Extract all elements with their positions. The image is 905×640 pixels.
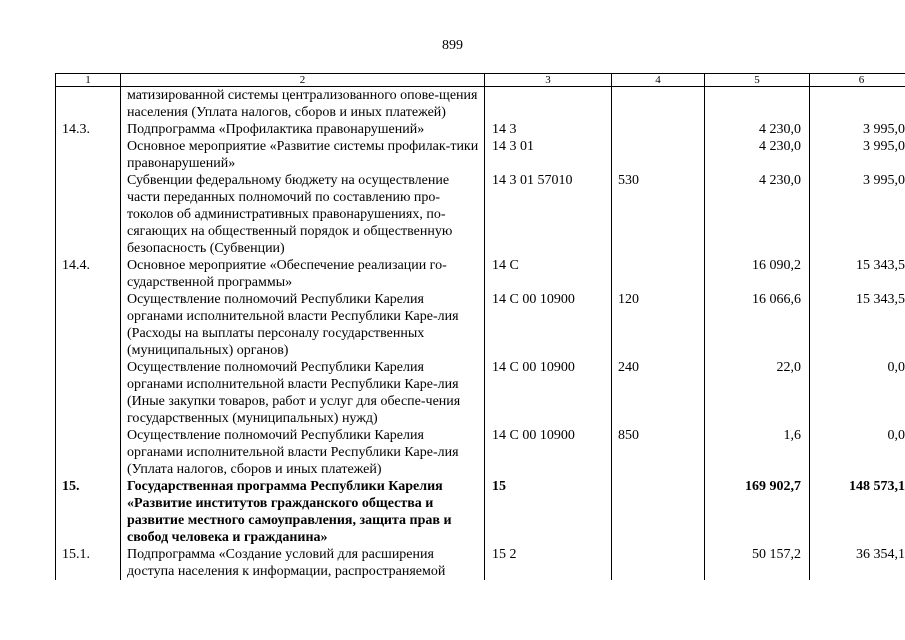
row-name-cell: Основное мероприятие «Обеспечение реализации го-сударственной программы» [121,257,485,291]
row-amount-2024-cell: 4 230,0 [705,121,810,138]
row-amount-2024-cell: 4 230,0 [705,138,810,172]
table-row [56,427,905,478]
row-code-cell: 14 С 00 10900 [485,359,612,427]
row-expense-type-cell: 120 [612,291,705,359]
row-name-cell: Осуществление полномочий Республики Карелия органами исполнительной власти Республики Каре-лия (Уплата налогов, сборов и иных платежей) [121,427,485,478]
table-row [56,257,905,291]
row-code-cell: 15 2 [485,546,612,580]
row-number-cell [56,87,121,122]
table-row [56,359,905,427]
row-name-cell: матизированной системы централизованного опове-щения населения (Уплата налогов, сборов и иных платежей) [121,87,485,122]
column-header-2: 2 [121,74,485,87]
row-number-cell: 14.4. [56,257,121,291]
row-amount-2025-cell: 3 995,0 [810,172,905,257]
page-number: 899 [442,38,463,53]
table-row [56,121,905,138]
table-row [56,87,905,122]
row-number-cell [56,359,121,427]
row-amount-2024-cell: 169 902,7 [705,478,810,546]
row-number-cell: 14.3. [56,121,121,138]
row-expense-type-cell [612,257,705,291]
row-code-cell: 14 3 01 [485,138,612,172]
row-expense-type-cell [612,478,705,546]
row-name-cell: Государственная программа Республики Карелия «Развитие институтов гражданского общества и развитие местного самоуправления, защита прав и свобод человека и гражданина» [121,478,485,546]
row-number-cell: 15. [56,478,121,546]
row-name-cell: Основное мероприятие «Развитие системы профилак-тики правонарушений» [121,138,485,172]
row-amount-2025-cell: 3 995,0 [810,121,905,138]
row-amount-2025-cell [810,87,905,122]
row-number-cell: 15.1. [56,546,121,580]
column-number-header-row [56,74,905,87]
row-number-cell [56,138,121,172]
table-row [56,138,905,172]
row-name-cell: Осуществление полномочий Республики Карелия органами исполнительной власти Республики Каре-лия (Расходы на выплаты персоналу государственных (муниципальных) органов) [121,291,485,359]
row-amount-2024-cell [705,87,810,122]
table-row [56,172,905,257]
row-amount-2025-cell: 0,0 [810,427,905,478]
row-code-cell: 15 [485,478,612,546]
table-row [56,546,905,580]
column-header-1: 1 [56,74,121,87]
row-code-cell: 14 С 00 10900 [485,291,612,359]
row-name-cell: Осуществление полномочий Республики Карелия органами исполнительной власти Республики Каре-лия (Иные закупки товаров, работ и услуг для обеспе-чения государственных (муниципальных) нужд) [121,359,485,427]
row-amount-2025-cell: 15 343,5 [810,291,905,359]
row-name-cell: Подпрограмма «Создание условий для расширения доступа населения к информации, распространяемой [121,546,485,580]
row-expense-type-cell [612,138,705,172]
column-header-3: 3 [485,74,612,87]
row-amount-2024-cell: 1,6 [705,427,810,478]
table-row [56,478,905,546]
row-amount-2024-cell: 50 157,2 [705,546,810,580]
table-body [56,87,905,581]
row-amount-2025-cell: 0,0 [810,359,905,427]
row-code-cell: 14 3 01 57010 [485,172,612,257]
row-expense-type-cell [612,87,705,122]
row-amount-2024-cell: 22,0 [705,359,810,427]
row-amount-2025-cell: 15 343,5 [810,257,905,291]
row-name-cell: Подпрограмма «Профилактика правонарушений» [121,121,485,138]
row-amount-2025-cell: 36 354,1 [810,546,905,580]
row-expense-type-cell: 240 [612,359,705,427]
row-amount-2025-cell: 3 995,0 [810,138,905,172]
row-name-cell: Субвенции федеральному бюджету на осуществление части переданных полномочий по составлению про-токолов об административных правонарушениях, по-сягающих на общественный порядок и общественную безопасность (Субвенции) [121,172,485,257]
row-expense-type-cell [612,121,705,138]
table-row [56,291,905,359]
row-amount-2024-cell: 4 230,0 [705,172,810,257]
row-expense-type-cell: 850 [612,427,705,478]
row-code-cell: 14 3 [485,121,612,138]
budget-table [55,73,905,580]
row-amount-2025-cell: 148 573,1 [810,478,905,546]
row-code-cell: 14 С 00 10900 [485,427,612,478]
row-amount-2024-cell: 16 090,2 [705,257,810,291]
row-number-cell [56,172,121,257]
row-code-cell: 14 С [485,257,612,291]
row-expense-type-cell [612,546,705,580]
row-number-cell [56,427,121,478]
row-amount-2024-cell: 16 066,6 [705,291,810,359]
row-code-cell [485,87,612,122]
column-header-6: 6 [810,74,905,87]
row-expense-type-cell: 530 [612,172,705,257]
row-number-cell [56,291,121,359]
column-header-4: 4 [612,74,705,87]
column-header-5: 5 [705,74,810,87]
